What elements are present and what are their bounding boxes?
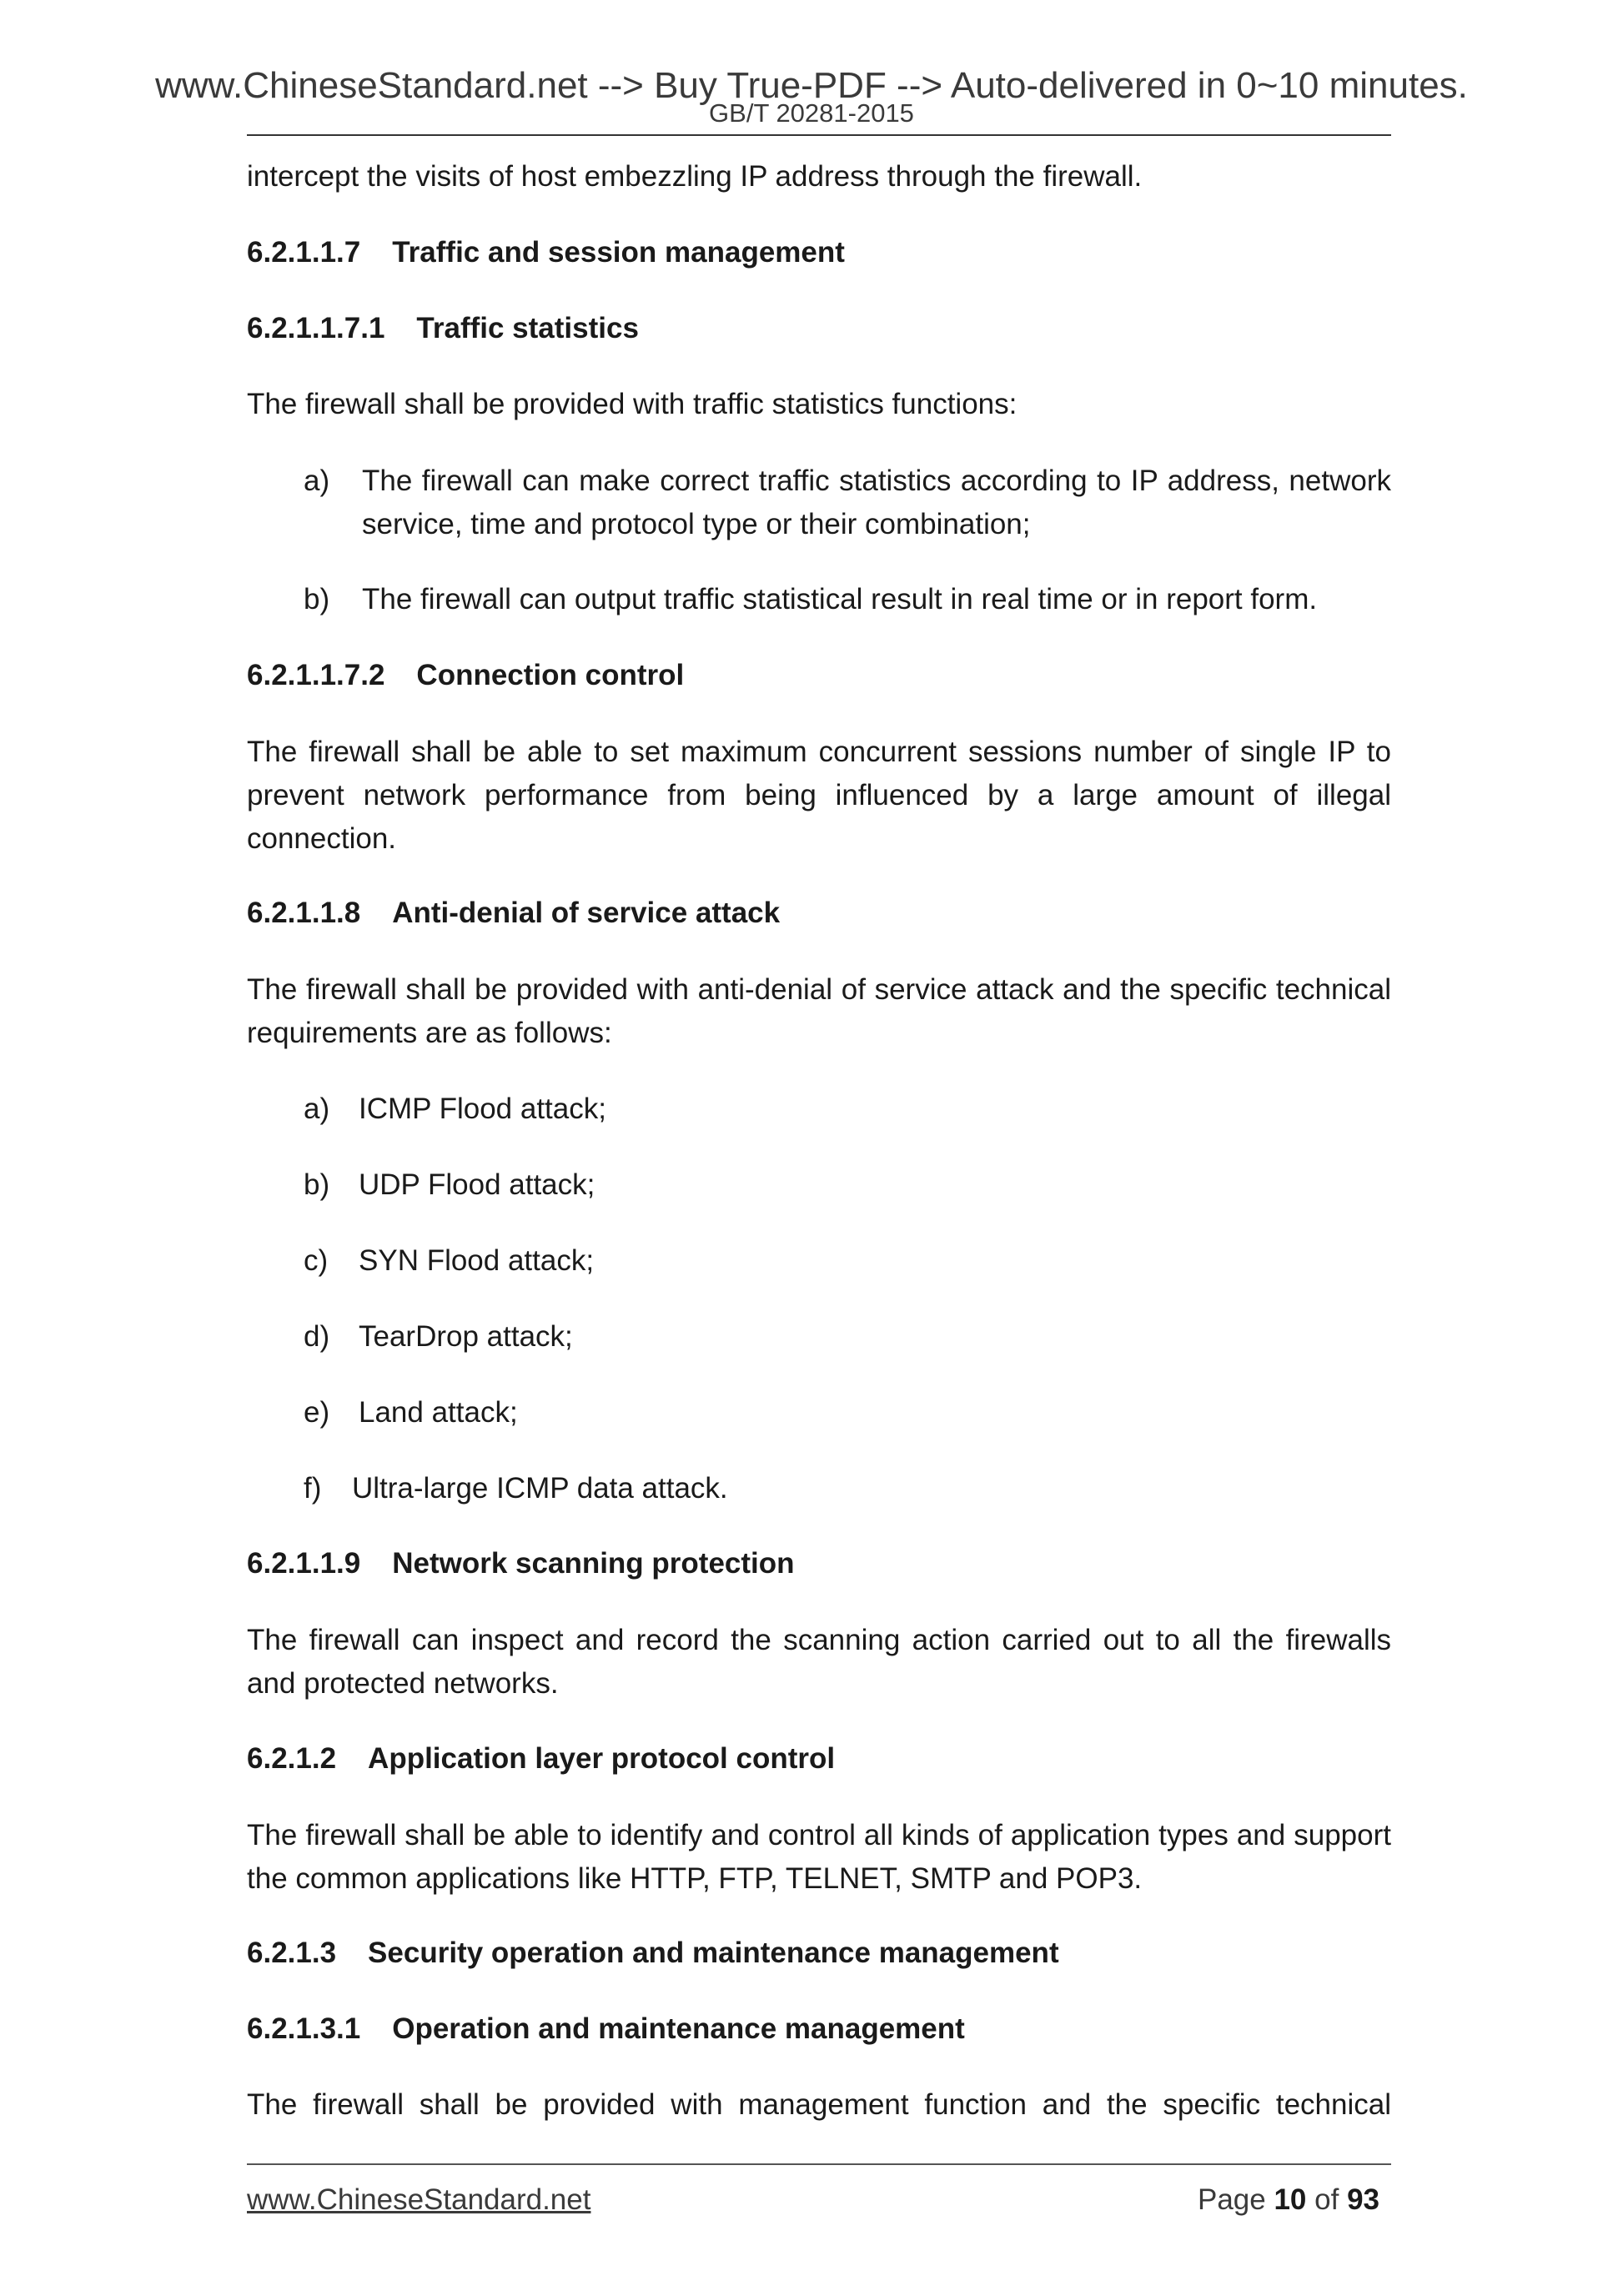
list-item — [304, 1088, 606, 1131]
section-title: Operation and maintenance management — [392, 2012, 965, 2045]
footer-site-link[interactable]: www.ChineseStandard.net — [247, 2183, 591, 2216]
page-of-label: of — [1314, 2183, 1339, 2216]
section-heading-6-2-1-1-7 — [247, 232, 845, 274]
section-title: Connection control — [416, 659, 685, 691]
section-number: 6.2.1.1.9 — [247, 1547, 361, 1580]
footer-divider — [247, 2163, 1391, 2165]
section-heading-6-2-1-1-7-1 — [247, 308, 639, 349]
list-item — [304, 1467, 728, 1510]
page-indicator — [1198, 2183, 1379, 2217]
section-heading-6-2-1-1-9 — [247, 1543, 795, 1585]
list-marker: d) — [304, 1320, 330, 1353]
intro-line: intercept the visits of host embezzling IP address through the firewall. — [247, 160, 1143, 193]
section-heading-6-2-1-1-8 — [247, 892, 780, 934]
list-marker: b) — [304, 583, 330, 615]
section-title: Network scanning protection — [392, 1547, 795, 1580]
paragraph-scanning: The firewall can inspect and record the scanning action carried out to all the firewalls and protected networks. — [247, 1624, 1391, 1700]
list-marker: b) — [304, 1168, 330, 1201]
section-heading-6-2-1-3-1 — [247, 2008, 965, 2050]
list-marker: a) — [304, 465, 330, 497]
list-item — [304, 1163, 595, 1207]
page-number: 10 — [1274, 2183, 1307, 2216]
page-total: 93 — [1347, 2183, 1379, 2216]
section-title: Traffic statistics — [416, 312, 639, 344]
list-text: Land attack; — [359, 1396, 518, 1429]
section-heading-6-2-1-3 — [247, 1932, 1059, 1974]
paragraph-application: The firewall shall be able to identify and control all kinds of application types and support the common applications like HTTP, FTP, TELNET, SMTP and POP3. — [247, 1819, 1391, 1895]
section-title: Application layer protocol control — [368, 1742, 836, 1775]
list-item — [304, 460, 1391, 546]
list-text: The firewall can output traffic statistical result in real time or in report form. — [362, 583, 1318, 615]
paragraph-traffic: The firewall shall be provided with traffic statistics functions: — [247, 388, 1018, 420]
section-number: 6.2.1.3.1 — [247, 2012, 361, 2045]
list-marker: f) — [304, 1472, 322, 1505]
list-text: TearDrop attack; — [359, 1320, 573, 1353]
list-item — [304, 578, 1391, 621]
list-item — [304, 1239, 594, 1283]
list-marker: e) — [304, 1396, 330, 1429]
purchase-banner[interactable]: www.ChineseStandard.net --> Buy True-PDF --> Auto-delivered in 0~10 minutes. — [155, 65, 1468, 106]
list-item — [304, 1315, 573, 1359]
section-title: Security operation and maintenance management — [368, 1937, 1059, 1969]
section-number: 6.2.1.1.7.2 — [247, 659, 385, 691]
list-text: ICMP Flood attack; — [359, 1093, 606, 1125]
section-number: 6.2.1.3 — [247, 1937, 337, 1969]
list-text: SYN Flood attack; — [359, 1244, 595, 1277]
section-title: Traffic and session management — [392, 236, 845, 269]
section-heading-6-2-1-2 — [247, 1738, 835, 1780]
list-text: Ultra-large ICMP data attack. — [352, 1472, 728, 1505]
section-heading-6-2-1-1-7-2 — [247, 655, 684, 696]
list-marker: a) — [304, 1093, 330, 1125]
section-number: 6.2.1.1.7.1 — [247, 312, 385, 344]
list-marker: c) — [304, 1244, 329, 1277]
list-item — [304, 1391, 518, 1434]
standard-code: GB/T 20281-2015 — [709, 98, 914, 128]
list-text: UDP Flood attack; — [359, 1168, 595, 1201]
section-title: Anti-denial of service attack — [392, 897, 781, 929]
list-text: The firewall can make correct traffic statistics according to IP address, network service, time and protocol type or their combination; — [362, 465, 1391, 540]
paragraph-connection: The firewall shall be able to set maximum concurrent sessions number of single IP to prevent network performance from being influenced by a large amount of illegal connection. — [247, 736, 1391, 855]
section-number: 6.2.1.1.8 — [247, 897, 361, 929]
section-number: 6.2.1.1.7 — [247, 236, 361, 269]
section-number: 6.2.1.2 — [247, 1742, 337, 1775]
page-label: Page — [1197, 2183, 1266, 2216]
paragraph-antidos: The firewall shall be provided with anti-denial of service attack and the specific technical requirements are as follows: — [247, 973, 1391, 1049]
header-divider — [247, 134, 1391, 136]
paragraph-management: The firewall shall be provided with management function and the specific technical — [247, 2088, 1391, 2121]
